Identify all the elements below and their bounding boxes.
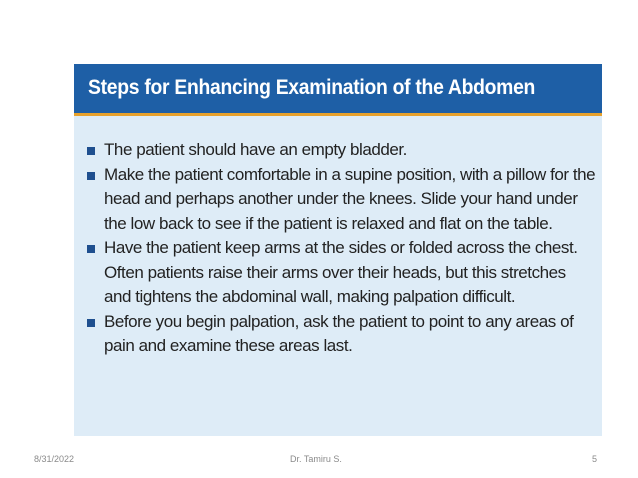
list-item xyxy=(84,163,596,237)
box-header xyxy=(74,64,602,116)
bullet-square-icon xyxy=(87,147,95,155)
list-item xyxy=(84,138,596,163)
list-item xyxy=(84,236,596,310)
list-item-text: The patient should have an empty bladder. xyxy=(104,140,407,159)
page-number: 5 xyxy=(592,454,598,464)
footer-author: Dr. Tamiru S. xyxy=(290,454,342,464)
list-item-text: Have the patient keep arms at the sides or folded across the chest. Often patients raise their arms over their heads, but this stretches and tightens the abdominal wall, making palpation difficult. xyxy=(104,238,578,306)
bullet-square-icon xyxy=(87,319,95,327)
list-item-text: Before you begin palpation, ask the patient to point to any areas of pain and examine these areas last. xyxy=(104,311,574,355)
bullet-square-icon xyxy=(87,245,95,253)
box-title: Steps for Enhancing Examination of the Abdomen xyxy=(88,76,536,99)
footer-date: 8/31/2022 xyxy=(34,454,75,464)
steps-list xyxy=(84,138,596,359)
list-item xyxy=(84,310,596,359)
list-item-text: Make the patient comfortable in a supine position, with a pillow for the head and perhaps another under the knees. Slide your hand under the low back to see if the patient is relaxed and flat on the table. xyxy=(104,164,596,233)
examination-steps-box xyxy=(74,64,602,436)
bullet-square-icon xyxy=(87,172,95,180)
